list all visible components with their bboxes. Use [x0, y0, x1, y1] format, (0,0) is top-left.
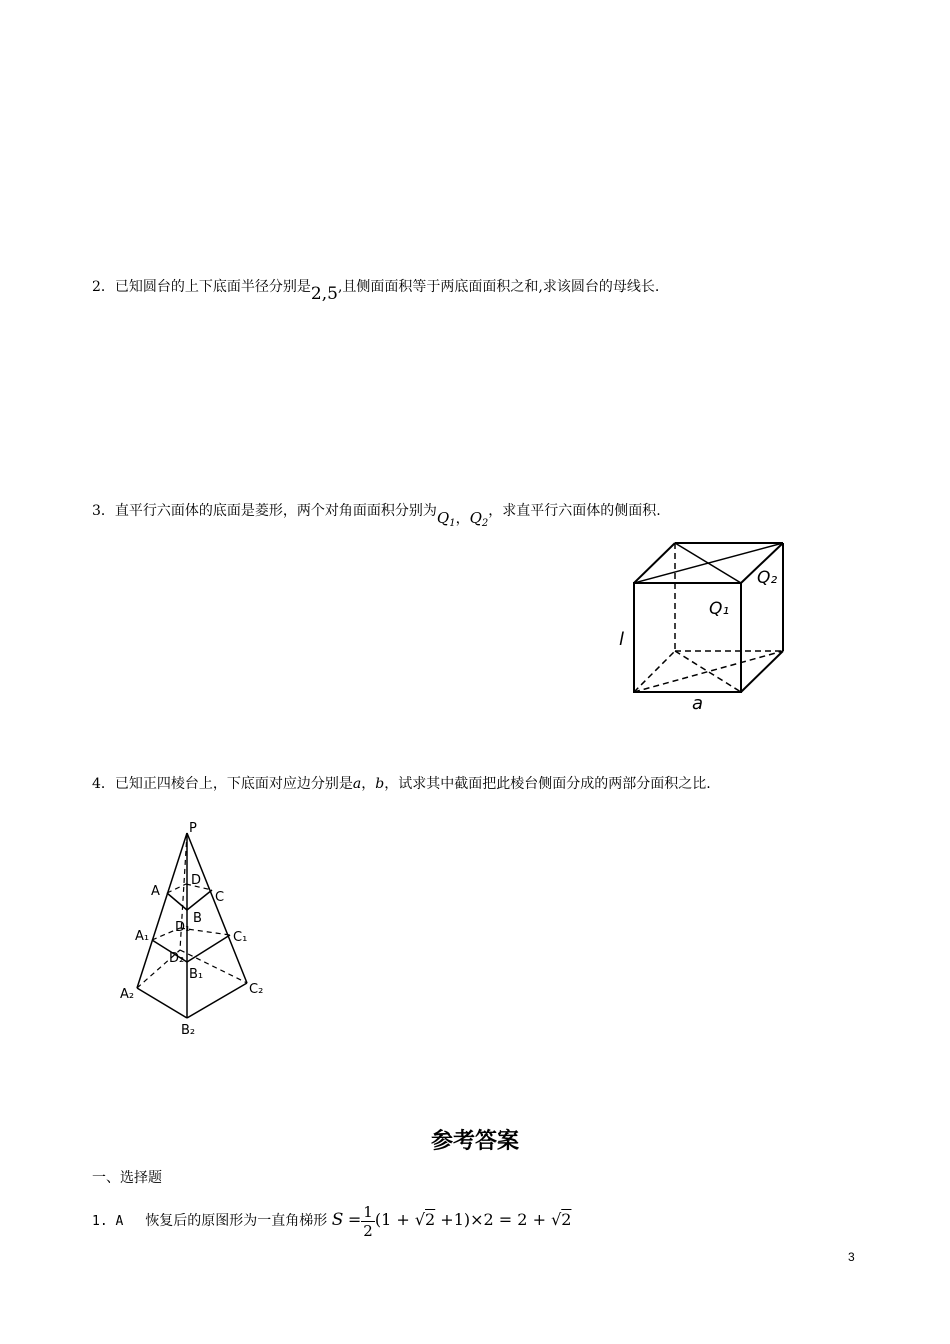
question-4-sep: ， [361, 776, 376, 792]
question-2-radii: 2,5 [310, 284, 338, 304]
question-2-suffix: ,且侧面面积等于两底面面积之和,求该圆台的母线长. [337, 279, 660, 295]
label-l: l [619, 629, 625, 650]
formula-s: S [331, 1210, 344, 1230]
label-q1: Q₁ [709, 599, 730, 619]
answer-1-label: 1. A [92, 1214, 124, 1229]
formula-sqrt2: 2 [561, 1210, 572, 1229]
question-3-q1: $Q_1$ [436, 509, 456, 529]
label-c1: C₁ [233, 930, 248, 945]
label-b: B [193, 911, 202, 926]
label-a: a [692, 693, 704, 714]
label-a2: A₂ [120, 987, 135, 1002]
answers-section: 一、选择题 [92, 1170, 162, 1186]
formula-eq: = [347, 1210, 362, 1229]
question-3-suffix: ，求直平行六面体的侧面积. [488, 503, 661, 519]
answer-1: 1. A 恢复后的原图形为一直角梯形 S = $\frac{1}{2}$ (1 + √2 +1)×2 = 2 + √2 [92, 1202, 572, 1240]
question-4 [92, 774, 711, 794]
page-number: 3 [848, 1250, 855, 1264]
answer-1-text: 恢复后的原图形为一直角梯形 [145, 1213, 328, 1229]
label-b1: B₁ [189, 967, 204, 982]
question-4-suffix: ，试求其中截面把此棱台侧面分成的两部分面积之比. [384, 776, 711, 792]
question-3-comma: ， [455, 511, 470, 527]
answers-title: 参考答案 [430, 1129, 519, 1154]
formula-fraction: $\frac{1}{2}$ [363, 1202, 373, 1240]
label-c: C [215, 890, 225, 905]
question-4-a: a [352, 776, 362, 792]
label-a1: A₁ [135, 929, 150, 944]
label-d2: D₂ [169, 951, 185, 966]
question-3 [92, 500, 661, 529]
formula-part2: +1)×2 = 2 + [435, 1210, 552, 1229]
question-4-prefix: 4．已知正四棱台上，下底面对应边分别是 [92, 776, 353, 792]
question-2-prefix: 2．已知圆台的上下底面半径分别是 [92, 279, 311, 295]
question-3-prefix: 3．直平行六面体的底面是菱形，两个对角面面积分别为 [92, 503, 437, 519]
label-q2: Q₂ [757, 568, 778, 588]
question-3-q2: $Q_2$ [469, 509, 489, 529]
question-4-b: b [375, 776, 385, 792]
label-c2: C₂ [249, 982, 264, 997]
question-2 [92, 276, 660, 304]
label-d: D [191, 873, 202, 888]
formula-part1: (1 + [374, 1210, 415, 1229]
formula-sqrt1: 2 [425, 1210, 436, 1229]
label-b2: B₂ [181, 1023, 196, 1038]
pyramid-figure [110, 815, 280, 1045]
label-d1: D₁ [175, 920, 191, 935]
label-p: P [189, 821, 197, 836]
parallelepiped-figure [600, 530, 800, 720]
label-a: A [151, 884, 160, 899]
